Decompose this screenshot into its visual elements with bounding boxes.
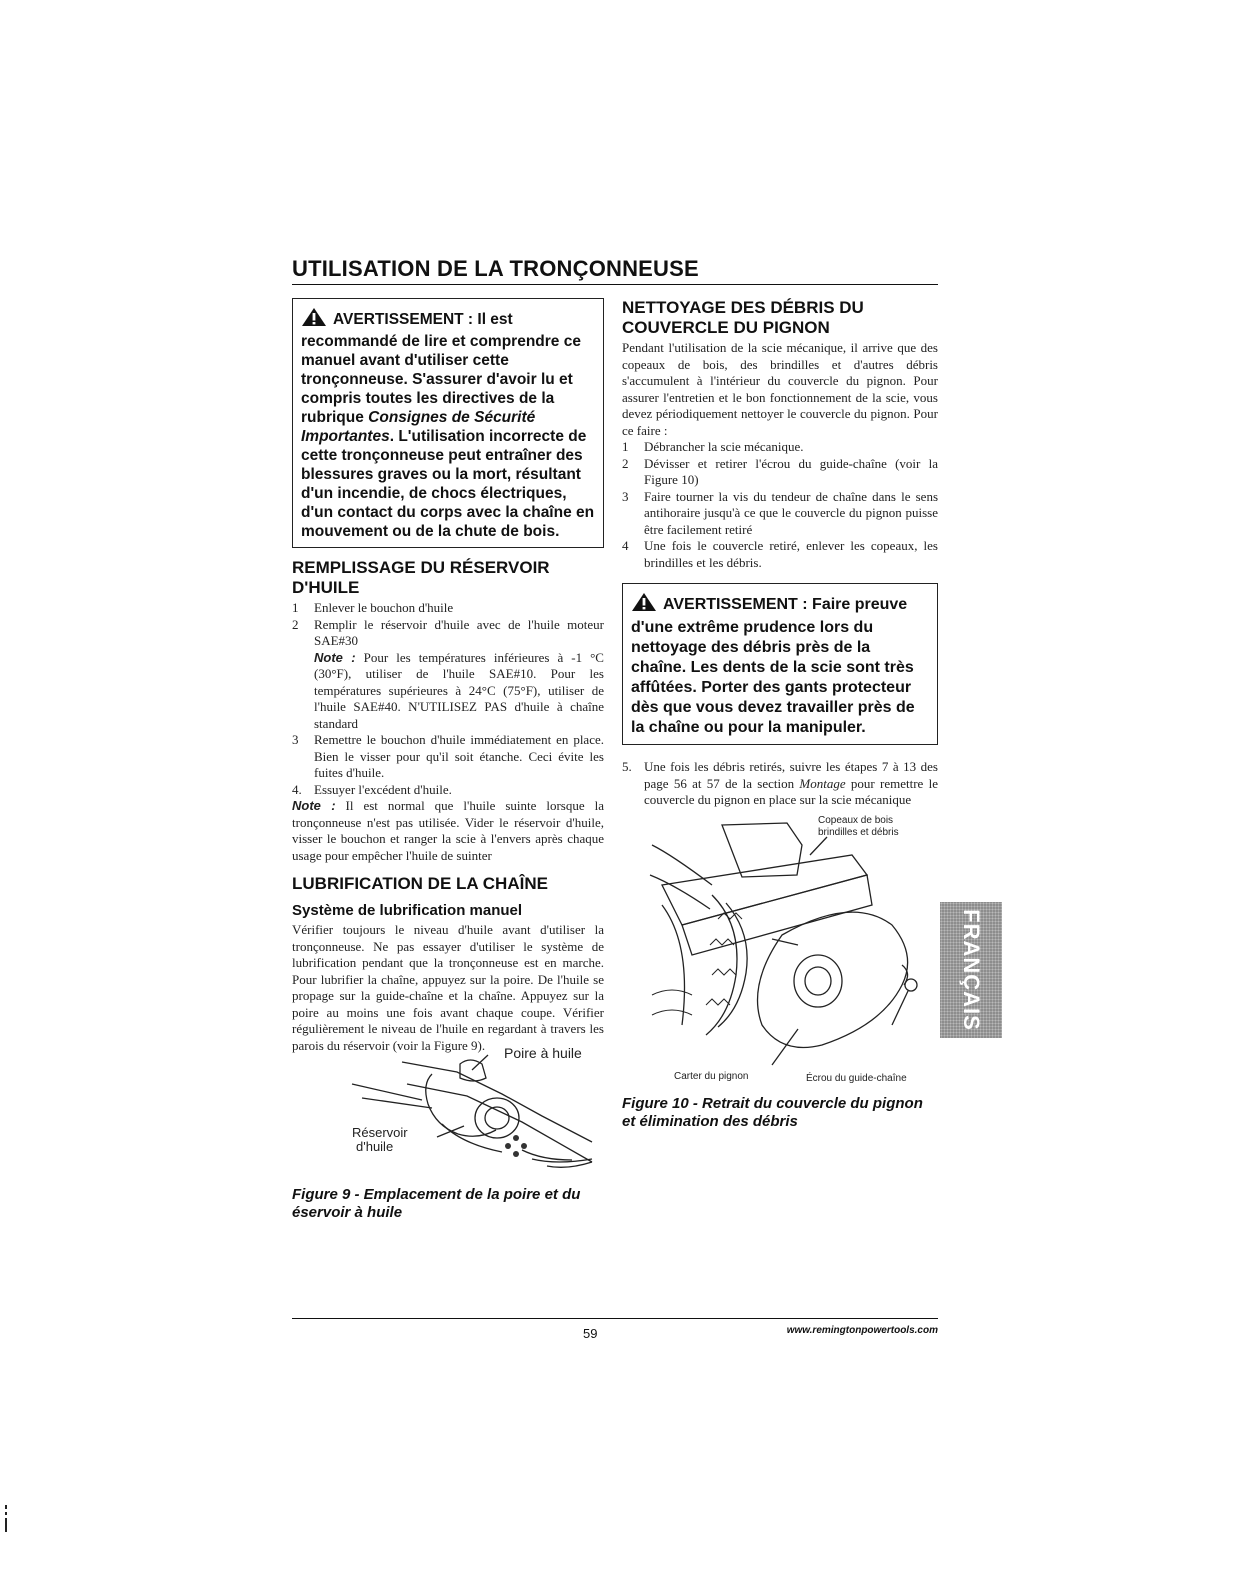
step-italic: Montage (799, 775, 846, 791)
oil-reservoir-illustration (292, 1054, 604, 1186)
list-item (622, 489, 938, 539)
step-number: 2 (292, 616, 299, 632)
figure-10 (622, 815, 938, 1087)
warning-box-chain (622, 583, 938, 745)
step-text: Enlever le bouchon d'huile (314, 600, 454, 615)
note-text: Il est normal que l'huile suinte lorsque la tronçonneuse n'est pas utilisée. Vider le réservoir d'huile, visser le bouchon et ranger la scie à l'envers après chaque usage pour empêcher l'huile de suinter (292, 798, 604, 863)
left-column (292, 298, 604, 1222)
nettoyage-intro: Pendant l'utilisation de la scie mécanique, il arrive que des copeaux de bois, des brindilles et d'autres débris s'accumulent à l'intérieur du couvercle du pignon. Pour assurer l'entretien et le bon fonctionnement de la scie, vous devez périodiquement nettoyer le couvercle du pignon. Pour ce faire : (622, 340, 938, 438)
note-text: Pour les températures inférieures à -1 °C (30°F), utiliser de l'huile SAE#10. Pour les températures supérieures à 24°C (75°F), utiliser de l'huile SAE#40. N'UTILISEZ PAS d'huile à chaîne standard (314, 649, 604, 731)
step-number: 1 (622, 439, 629, 454)
reservoir-note (292, 798, 604, 864)
page-title: UTILISATION DE LA TRONÇONNEUSE (292, 256, 699, 281)
warning-lead-text: AVERTISSEMENT : Il est recommandé de lire et comprendre ce manuel avant d'utiliser cette tronçonneuse. S'assurer d'avoir lu et compris toutes les directives de la rubrique (301, 311, 581, 426)
reservoir-steps (292, 600, 604, 798)
nettoyage-steps (622, 439, 938, 571)
lubrification-text: Vérifier toujours le niveau d'huile avant d'utiliser la tronçonneuse. Ne pas essayer d'utiliser le système de lubrification pendant que la tronçonneuse est en marche. Pour lubrifier la chaîne, appuyez sur la poire. De l'huile se propage sur la guide-chaîne et la chaîne. Appuyez sur la poire au moins une fois avant chaque coupe. Vérifier régulièrement le niveau de l'huile en regardant à travers les parois du réservoir (voir la Figure 9). (292, 922, 604, 1053)
step-number: 4. (292, 781, 302, 797)
list-item (292, 732, 604, 782)
step-number: 4 (622, 538, 629, 553)
list-item (622, 439, 938, 456)
subsection-title-manual-system: Système de lubrification manuel (292, 902, 523, 919)
footer-website-link[interactable]: www.remingtonpowertools.com (786, 1325, 938, 1336)
section-title-reservoir: REMPLISSAGE DU RÉSERVOIR D'HUILE (292, 558, 550, 597)
label-copeaux-2: brindilles et débris (818, 826, 899, 838)
warning-box-manual (292, 298, 604, 548)
step-text: Une fois le couvercle retiré, enlever les copeaux, les brindilles et les débris. (644, 538, 938, 570)
right-column (622, 298, 938, 1131)
list-item (292, 617, 604, 733)
list-item (622, 759, 938, 809)
step-text: Débrancher la scie mécanique. (644, 439, 804, 454)
footer-rule (292, 1318, 938, 1319)
scan-margin-mark (4, 1505, 8, 1533)
label-copeaux-1: Copeaux de bois (818, 814, 894, 826)
step-text: Dévisser et retirer l'écrou du guide-chaîne (voir la Figure 10) (644, 455, 938, 487)
step-text: Remettre le bouchon d'huile immédiatement en place. Bien le visser pour qu'il soit étanche. Ceci évite les fuites d'huile. (314, 732, 604, 780)
step-text: Remplir le réservoir d'huile avec de l'huile moteur SAE#30 (314, 616, 604, 648)
label-reservoir-1: Réservoir (352, 1125, 408, 1140)
list-item (622, 538, 938, 571)
warning-italic-text: Consignes de Sécurité Importantes (301, 409, 536, 445)
list-item (622, 456, 938, 489)
list-item (292, 782, 604, 799)
page-header (292, 256, 938, 285)
figure-9 (292, 1045, 604, 1186)
sprocket-cover-illustration (622, 815, 938, 1087)
section-title-nettoyage: NETTOYAGE DES DÉBRIS DU COUVERCLE DU PIGNON (622, 298, 864, 337)
figure-9-caption: Figure 9 - Emplacement de la poire et du éservoir à huile (292, 1186, 581, 1221)
step-text: Faire tourner la vis du tendeur de chaîne dans le sens antihoraire jusqu'à ce que le couvercle du pignon puisse être facilement retiré (644, 488, 938, 537)
warning-rest-text: . L'utilisation incorrecte de cette tronçonneuse peut entraîner des blessures graves ou la mort, résultant d'un incendie, de chocs électriques, d'un contact du corps avec la chaîne en mouvement ou de la chute de bois. (301, 428, 595, 540)
warning-chain-text: AVERTISSEMENT : Faire preuve d'une extrême prudence lors du nettoyage des débris près de la chaîne. Les dents de la scie sont très affûtées. Porter des gants protecteur dès que vous devez travailler près de la chaîne ou pour la manipuler. (631, 596, 915, 736)
step-number: 1 (292, 600, 299, 615)
step-number: 2 (622, 455, 629, 471)
step-number: 3 (292, 732, 299, 747)
step-text: pour remettre le couvercle du pignon en place sur la scie mécanique (644, 775, 938, 807)
label-reservoir-2: d'huile (356, 1139, 394, 1154)
label-poire: Poire à huile (504, 1045, 582, 1061)
step-text: Une fois les débris retirés, suivre les étapes 7 à 13 des page 56 at 57 de la section (644, 759, 938, 791)
warning-triangle-icon (301, 307, 327, 332)
note-label: Note : (292, 798, 336, 813)
step-number: 3 (622, 488, 629, 504)
list-item (292, 600, 604, 617)
label-ecrou: Écrou du guide-chaîne (806, 1072, 907, 1084)
section-title-lubrification: LUBRIFICATION DE LA CHAÎNE (292, 874, 548, 893)
language-tab-text: FRANÇAIS (959, 909, 984, 1031)
label-carter: Carter du pignon (674, 1070, 749, 1082)
figure-10-caption: Figure 10 - Retrait du couvercle du pignon et élimination des débris (622, 1094, 923, 1130)
step-text: Essuyer l'excédent d'huile. (314, 781, 452, 797)
warning-triangle-icon (631, 592, 657, 618)
language-tab (940, 902, 1002, 1038)
step-number: 5. (622, 759, 632, 774)
nettoyage-step-5 (622, 759, 938, 809)
note-label: Note : (314, 649, 356, 665)
page-number: 59 (583, 1326, 598, 1341)
